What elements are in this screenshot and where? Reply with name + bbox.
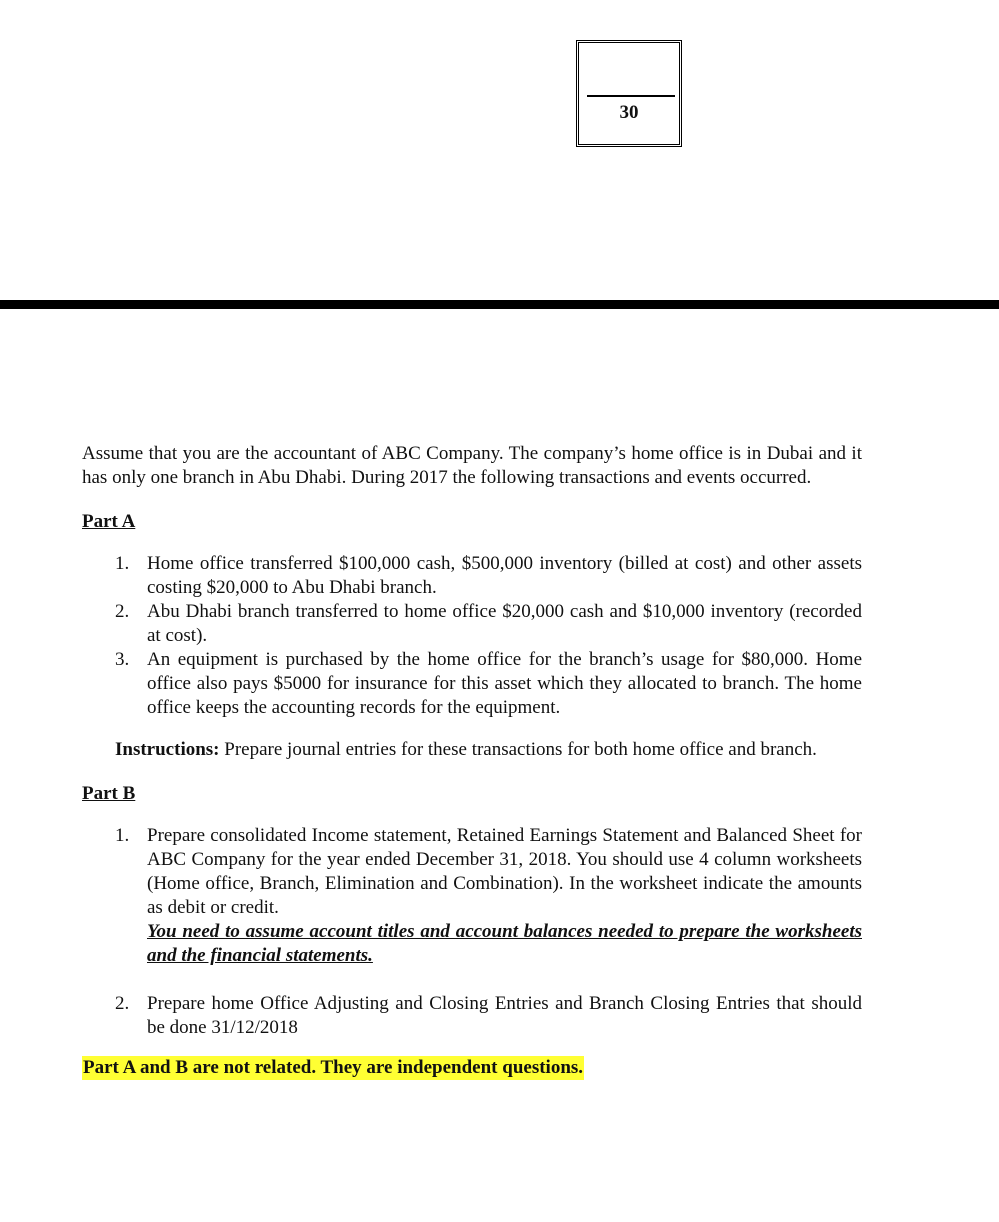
score-box (576, 40, 682, 147)
question-content (82, 442, 862, 1080)
part-a-instructions (115, 738, 862, 762)
part-b-list (82, 824, 862, 1040)
score-divider-line (587, 95, 675, 97)
item-emphasis-text: You need to assume account titles and account balances needed to prepare the worksheets and the financial statements. (147, 921, 862, 966)
part-a-item-3 (82, 648, 862, 720)
independence-note: Part A and B are not related. They are independent questions. (83, 1057, 584, 1078)
item-text: Prepare home Office Adjusting and Closing Entries and Branch Closing Entries that should be done 31/12/2018 (147, 993, 862, 1038)
instructions-text: Prepare journal entries for these transactions for both home office and branch. (219, 739, 817, 760)
item-text: Home office transferred $100,000 cash, $500,000 inventory (billed at cost) and other assets costing $20,000 to Abu Dhabi branch. (147, 553, 862, 598)
item-text: Prepare consolidated Income statement, Retained Earnings Statement and Balanced Sheet for ABC Company for the year ended December 31, 2018. You should use 4 column worksheets (Home office, Branch, Elimination and Combination). In the worksheet indicate the amounts as debit or credit. (147, 825, 862, 918)
part-b-item-1 (82, 824, 862, 968)
part-a-heading: Part A (82, 511, 136, 532)
part-a-list (82, 552, 862, 720)
item-text: Abu Dhabi branch transferred to home office $20,000 cash and $10,000 inventory (recorded at cost). (147, 601, 862, 646)
section-divider (0, 300, 999, 309)
item-number: 3. (115, 649, 130, 670)
score-value: 30 (619, 102, 639, 123)
part-a-item-1 (82, 552, 862, 600)
instructions-label: Instructions: (115, 739, 220, 760)
item-number: 2. (115, 993, 130, 1014)
item-number: 1. (115, 825, 130, 846)
item-text: An equipment is purchased by the home office for the branch’s usage for $80,000. Home office also pays $5000 for insurance for this asset which they allocated to branch. The home office keeps the accounting records for the equipment. (147, 649, 862, 718)
part-a-item-2 (82, 600, 862, 648)
intro-paragraph: Assume that you are the accountant of ABC Company. The company’s home office is in Dubai and it has only one branch in Abu Dhabi. During 2017 the following transactions and events occurred. (82, 443, 862, 488)
item-number: 2. (115, 601, 130, 622)
item-number: 1. (115, 553, 130, 574)
part-b-item-2 (82, 992, 862, 1040)
part-b-heading: Part B (82, 783, 136, 804)
